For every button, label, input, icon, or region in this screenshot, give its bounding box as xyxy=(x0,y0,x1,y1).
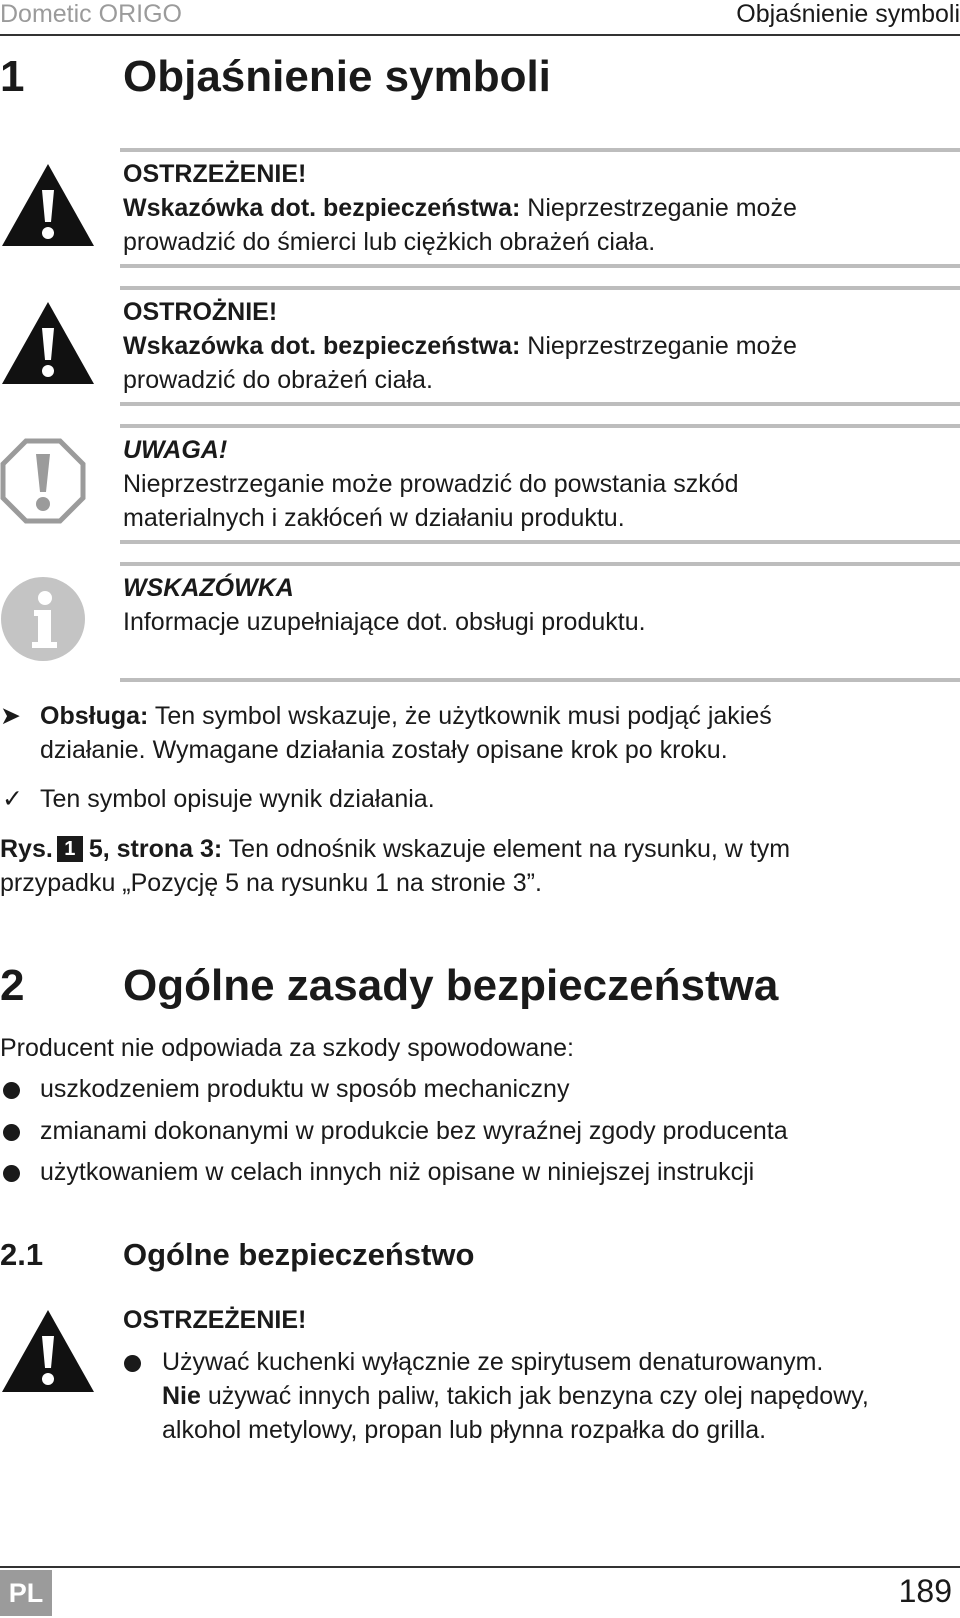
header-section-title: Objaśnienie symboli xyxy=(736,0,960,28)
note-box-text xyxy=(123,571,953,639)
page-number: 189 xyxy=(898,1573,952,1609)
operation-text xyxy=(40,699,955,767)
note-top-rule xyxy=(120,562,960,566)
result-text: Ten symbol opisuje wynik działania. xyxy=(40,785,435,813)
warning-top-rule xyxy=(120,148,960,152)
caution-line-1 xyxy=(123,329,953,363)
note-bottom-rule xyxy=(120,678,960,682)
checkmark-icon: ✓ xyxy=(2,785,23,813)
general-warning-line-2-text: używać innych paliw, takich jak benzyna czy olej napędowy, xyxy=(200,1382,869,1410)
bullet-dot-icon xyxy=(3,1082,20,1104)
section-2-intro: Producent nie odpowiada za szkody spowodowane: xyxy=(0,1034,574,1062)
notice-box-text xyxy=(123,433,953,535)
caution-triangle-icon xyxy=(0,300,96,386)
warning-triangle-icon xyxy=(0,162,96,248)
section-2-1-title: Ogólne bezpieczeństwo xyxy=(123,1237,475,1272)
note-text-1: Informacje uzupełniające dot. obsługi produktu. xyxy=(123,608,646,636)
notice-text-1: Nieprzestrzeganie może prowadzić do powstania szkód xyxy=(123,470,739,498)
operation-text-1: Ten symbol wskazuje, że użytkownik musi podjąć jakieś xyxy=(148,702,772,730)
reference-text-2: przypadku „Pozycję 5 na rysunku 1 na stronie 3”. xyxy=(0,869,542,897)
reference-paragraph xyxy=(0,832,955,900)
section-2-1-number: 2.1 xyxy=(0,1237,44,1272)
warning-line-1 xyxy=(123,191,953,225)
warning-triangle-icon xyxy=(0,1308,96,1394)
bullet-dot-icon xyxy=(3,1124,20,1146)
section-2-heading xyxy=(0,961,960,1017)
general-warning-label: OSTRZEŻENIE! xyxy=(123,1306,307,1334)
section-1-title: Objaśnienie symboli xyxy=(123,52,551,101)
section-2-number: 2 xyxy=(0,961,25,1010)
warning-lead: Wskazówka dot. bezpieczeństwa: xyxy=(123,194,521,222)
caution-lead: Wskazówka dot. bezpieczeństwa: xyxy=(123,332,521,360)
warning-text-1: Nieprzestrzeganie może xyxy=(520,194,797,222)
operation-text-2: działanie. Wymagane działania zostały opisane krok po kroku. xyxy=(40,736,728,764)
figure-number-badge: 1 xyxy=(57,836,83,862)
reference-lead-1: Rys. xyxy=(0,835,53,863)
note-label: WSKAZÓWKA xyxy=(123,574,294,602)
notice-text-2: materialnych i zakłóceń w działaniu produktu. xyxy=(123,504,625,532)
operation-lead: Obsługa: xyxy=(40,702,149,730)
section-2-1-heading xyxy=(0,1237,960,1277)
notice-octagon-icon xyxy=(0,438,86,524)
caution-label: OSTROŻNIE! xyxy=(123,298,278,326)
language-badge: PL xyxy=(0,1570,52,1616)
section-1-number: 1 xyxy=(0,52,25,101)
warning-label: OSTRZEŻENIE! xyxy=(123,160,307,188)
notice-top-rule xyxy=(120,424,960,428)
section-2-title: Ogólne zasady bezpieczeństwa xyxy=(123,961,779,1010)
caution-bottom-rule xyxy=(120,402,960,406)
general-warning-line-2 xyxy=(162,1379,957,1413)
reference-lead-2: 5, strona 3: xyxy=(88,835,223,863)
operation-arrow-icon: ➤ xyxy=(0,702,21,730)
general-warning-line-1: Używać kuchenki wyłącznie ze spirytusem denaturowanym. xyxy=(162,1348,824,1376)
reference-line-1 xyxy=(0,832,955,866)
footer-divider xyxy=(0,1566,960,1568)
reference-text-1: Ten odnośnik wskazuje element na rysunku, w tym xyxy=(222,835,791,863)
caution-text-2: prowadzić do obrażeń ciała. xyxy=(123,366,433,394)
bullet-dot-icon xyxy=(3,1165,20,1187)
caution-top-rule xyxy=(120,286,960,290)
general-warning-line-3: alkohol metylowy, propan lub płynna rozpałka do grilla. xyxy=(162,1416,767,1444)
general-warning-nie: Nie xyxy=(162,1382,201,1410)
warning-box-text xyxy=(123,157,953,259)
warning-text-2: prowadzić do śmierci lub ciężkich obrażeń ciała. xyxy=(123,228,656,256)
section-1-heading xyxy=(0,52,960,108)
operation-line-1 xyxy=(40,699,955,733)
bullet-item: zmianami dokonanymi w produkcie bez wyraźnej zgody producenta xyxy=(40,1117,788,1145)
caution-box-text xyxy=(123,295,953,397)
header-divider xyxy=(0,34,960,36)
notice-bottom-rule xyxy=(120,540,960,544)
info-icon xyxy=(0,576,86,662)
caution-text-1: Nieprzestrzeganie może xyxy=(520,332,797,360)
bullet-item: uszkodzeniem produktu w sposób mechaniczny xyxy=(40,1075,570,1103)
bullet-dot-icon xyxy=(124,1355,141,1377)
header-brand: Dometic ORIGO xyxy=(0,0,182,28)
general-warning-text xyxy=(162,1345,957,1447)
warning-bottom-rule xyxy=(120,264,960,268)
bullet-item: użytkowaniem w celach innych niż opisane w niniejszej instrukcji xyxy=(40,1158,755,1186)
notice-label: UWAGA! xyxy=(123,436,228,464)
